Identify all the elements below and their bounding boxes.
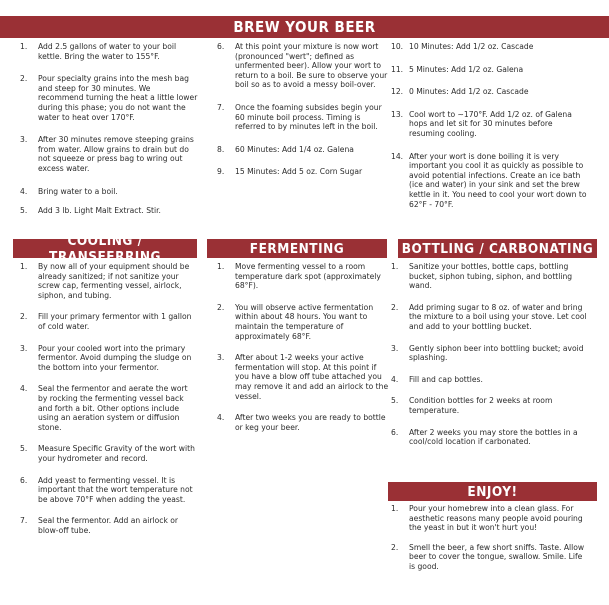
brew-steps-list-2 bbox=[213, 42, 393, 177]
step-number: 6. bbox=[217, 42, 225, 51]
step-text: Add 3 lb. Light Malt Extract. Stir. bbox=[38, 206, 161, 216]
step-text: Cool wort to ~170°F. Add 1/2 oz. of Galena hops and let sit for 30 minutes before resuming cooling. bbox=[409, 109, 572, 138]
list-item bbox=[213, 145, 393, 155]
step-text: After your wort is done boiling it is very important you cool it as quickly as possible to avoid potential infections. Create an ice bath (ice and water) in your sink and set the brew kettle in it. You need to cool your wort down to 62°F - 70°F. bbox=[409, 151, 587, 209]
step-number: 5. bbox=[391, 396, 399, 406]
step-text: You will observe active fermentation within about 48 hours. You want to maintain the temperature of approximately 68°F. bbox=[235, 302, 374, 341]
list-item bbox=[387, 428, 587, 447]
list-item bbox=[16, 516, 198, 535]
bottling-column bbox=[387, 262, 587, 447]
step-number: 10. bbox=[391, 42, 404, 51]
list-item bbox=[387, 65, 587, 75]
step-text: After 30 minutes remove steeping grains from water. Allow grains to drain but do not squeeze or press bag to wring out excess water. bbox=[38, 135, 194, 173]
step-text: Gently siphon beer into bottling bucket; avoid splashing. bbox=[409, 343, 584, 363]
cooling-transferring-banner bbox=[13, 232, 197, 265]
step-number: 2. bbox=[217, 302, 225, 312]
list-item bbox=[16, 312, 198, 331]
list-item bbox=[213, 42, 393, 90]
step-text: Pour your homebrew into a clean glass. For aesthetic reasons many people avoid pouring the yeast in but it won't hurt you! bbox=[409, 504, 583, 533]
list-item bbox=[387, 344, 587, 363]
list-item bbox=[16, 384, 198, 432]
list-item bbox=[387, 396, 587, 415]
list-item bbox=[387, 152, 587, 210]
bottling-carbonating-title: BOTTLING / CARBONATING bbox=[401, 240, 594, 257]
step-text: 60 Minutes: Add 1/4 oz. Galena bbox=[235, 144, 354, 154]
fermenting-title: FERMENTING bbox=[249, 240, 345, 257]
list-item bbox=[387, 262, 587, 291]
step-number: 7. bbox=[20, 516, 28, 526]
enjoy-steps-list bbox=[387, 504, 587, 572]
step-number: 2. bbox=[20, 74, 28, 84]
list-item bbox=[387, 543, 587, 572]
list-item bbox=[16, 187, 198, 197]
list-item bbox=[16, 135, 198, 173]
step-text: 15 Minutes: Add 5 oz. Corn Sugar bbox=[235, 167, 363, 177]
step-text: 0 Minutes: Add 1/2 oz. Cascade bbox=[409, 87, 529, 97]
list-item bbox=[213, 303, 389, 341]
step-number: 2. bbox=[20, 312, 28, 322]
step-text: After 2 weeks you may store the bottles in a cool/cold location if carbonated. bbox=[409, 427, 578, 447]
step-number: 4. bbox=[20, 384, 28, 394]
list-item bbox=[16, 42, 198, 61]
bottling-carbonating-banner bbox=[398, 239, 597, 258]
list-item bbox=[16, 206, 198, 216]
step-text: Move fermenting vessel to a room temperature dark spot (approximately 68°F). bbox=[235, 262, 381, 291]
step-number: 12. bbox=[391, 87, 404, 97]
fermenting-column bbox=[213, 262, 389, 432]
step-number: 3. bbox=[391, 343, 399, 353]
step-text: Add priming sugar to 8 oz. of water and bring the mixture to a boil using your stove. Let cool and add to your bottling bucket. bbox=[409, 302, 587, 331]
list-item bbox=[387, 504, 587, 533]
brew-column-2 bbox=[213, 42, 393, 177]
step-number: 1. bbox=[20, 262, 28, 271]
list-item bbox=[213, 353, 389, 401]
step-number: 4. bbox=[20, 186, 28, 196]
list-item bbox=[213, 262, 389, 291]
step-text: By now all of your equipment should be already sanitized; if not sanitize your screw cap, fermenting vessel, airlock, siphon, and tubing. bbox=[38, 262, 190, 300]
list-item bbox=[213, 413, 389, 432]
step-number: 4. bbox=[217, 413, 225, 423]
step-number: 1. bbox=[391, 504, 399, 513]
brew-column-1 bbox=[16, 42, 198, 216]
step-number: 5. bbox=[20, 444, 28, 454]
step-text: Smell the beer, a few short sniffs. Taste. Allow beer to cover the tongue, swallow. Smile. Life is good. bbox=[409, 542, 585, 571]
bottling-steps-list bbox=[387, 262, 587, 447]
step-text: 10 Minutes: Add 1/2 oz. Cascade bbox=[409, 42, 534, 51]
step-number: 4. bbox=[391, 374, 399, 384]
enjoy-banner bbox=[388, 482, 597, 501]
cooling-column bbox=[16, 262, 198, 535]
fermenting-banner bbox=[207, 239, 387, 258]
step-number: 8. bbox=[217, 144, 225, 154]
step-text: 5 Minutes: Add 1/2 oz. Galena bbox=[409, 64, 524, 74]
step-number: 6. bbox=[20, 475, 28, 485]
step-number: 3. bbox=[20, 343, 28, 353]
step-text: After two weeks you are ready to bottle or keg your beer. bbox=[235, 413, 386, 432]
cooling-steps-list bbox=[16, 262, 198, 535]
list-item bbox=[387, 375, 587, 385]
list-item bbox=[387, 42, 587, 52]
step-number: 7. bbox=[217, 102, 225, 112]
cooling-transferring-title: COOLING / TRANSFERRING bbox=[49, 232, 161, 265]
step-text: Add yeast to fermenting vessel. It is important that the wort temperature not be above 70°F when adding the yeast. bbox=[38, 475, 193, 504]
brew-column-3 bbox=[387, 42, 587, 209]
step-text: Pour your cooled wort into the primary fermentor. Avoid dumping the sludge on the bottom into your fermentor. bbox=[38, 343, 192, 372]
step-number: 13. bbox=[391, 109, 404, 119]
step-text: Pour specialty grains into the mesh bag and steep for 30 minutes. We recommend turning the heat a little lower during this phase; you do not want the water to heat over 170°F. bbox=[38, 74, 198, 122]
list-item bbox=[387, 87, 587, 97]
step-number: 9. bbox=[217, 167, 225, 177]
step-text: Sanitize your bottles, bottle caps, bottling bucket, siphon tubing, siphon, and bottling wand. bbox=[409, 262, 573, 291]
list-item bbox=[16, 262, 198, 300]
step-number: 3. bbox=[20, 135, 28, 145]
step-number: 1. bbox=[217, 262, 225, 271]
step-number: 1. bbox=[391, 262, 399, 271]
brew-your-beer-banner bbox=[0, 16, 609, 38]
list-item bbox=[387, 110, 587, 139]
fermenting-steps-list bbox=[213, 262, 389, 432]
enjoy-title: ENJOY! bbox=[467, 483, 518, 500]
step-text: Seal the fermentor and aerate the wort by rocking the fermenting vessel back and forth a bit. Other options include using an aeration system or diffusion stone. bbox=[38, 384, 188, 432]
list-item bbox=[16, 444, 198, 463]
step-number: 1. bbox=[20, 42, 28, 51]
brew-steps-list-1 bbox=[16, 42, 198, 216]
step-text: After about 1-2 weeks your active fermentation will stop. At this point if you have a blow off tube attached you may remove it and add an airlock to the vessel. bbox=[235, 353, 389, 401]
step-number: 6. bbox=[391, 427, 399, 437]
list-item bbox=[16, 476, 198, 505]
step-text: Once the foaming subsides begin your 60 minute boil process. Timing is referred to by minutes left in the boil. bbox=[235, 102, 382, 132]
step-number: 5. bbox=[20, 206, 28, 216]
step-text: At this point your mixture is now wort (pronounced "wert"; defined as unfermented beer). Allow your wort to return to a boil. Be sure to observe your boil so as to avoid a messy boil-over. bbox=[235, 42, 388, 90]
list-item bbox=[213, 103, 393, 132]
step-text: Fill your primary fermentor with 1 gallon of cold water. bbox=[38, 312, 192, 331]
step-number: 2. bbox=[391, 542, 399, 552]
list-item bbox=[16, 74, 198, 122]
list-item bbox=[16, 344, 198, 373]
step-text: Seal the fermentor. Add an airlock or blow-off tube. bbox=[38, 516, 179, 535]
step-number: 11. bbox=[391, 64, 404, 74]
step-number: 2. bbox=[391, 302, 399, 312]
enjoy-column bbox=[387, 504, 587, 572]
list-item bbox=[213, 167, 393, 177]
step-text: Add 2.5 gallons of water to your boil kettle. Bring the water to 155°F. bbox=[38, 42, 177, 61]
step-text: Measure Specific Gravity of the wort with your hydrometer and record. bbox=[38, 444, 195, 463]
step-number: 3. bbox=[217, 353, 225, 363]
step-text: Condition bottles for 2 weeks at room temperature. bbox=[409, 396, 553, 415]
brew-steps-list-3 bbox=[387, 42, 587, 209]
step-text: Fill and cap bottles. bbox=[409, 374, 483, 384]
step-text: Bring water to a boil. bbox=[38, 186, 118, 196]
brew-your-beer-title: BREW YOUR BEER bbox=[233, 18, 376, 36]
list-item bbox=[387, 303, 587, 332]
step-number: 14. bbox=[391, 151, 404, 161]
